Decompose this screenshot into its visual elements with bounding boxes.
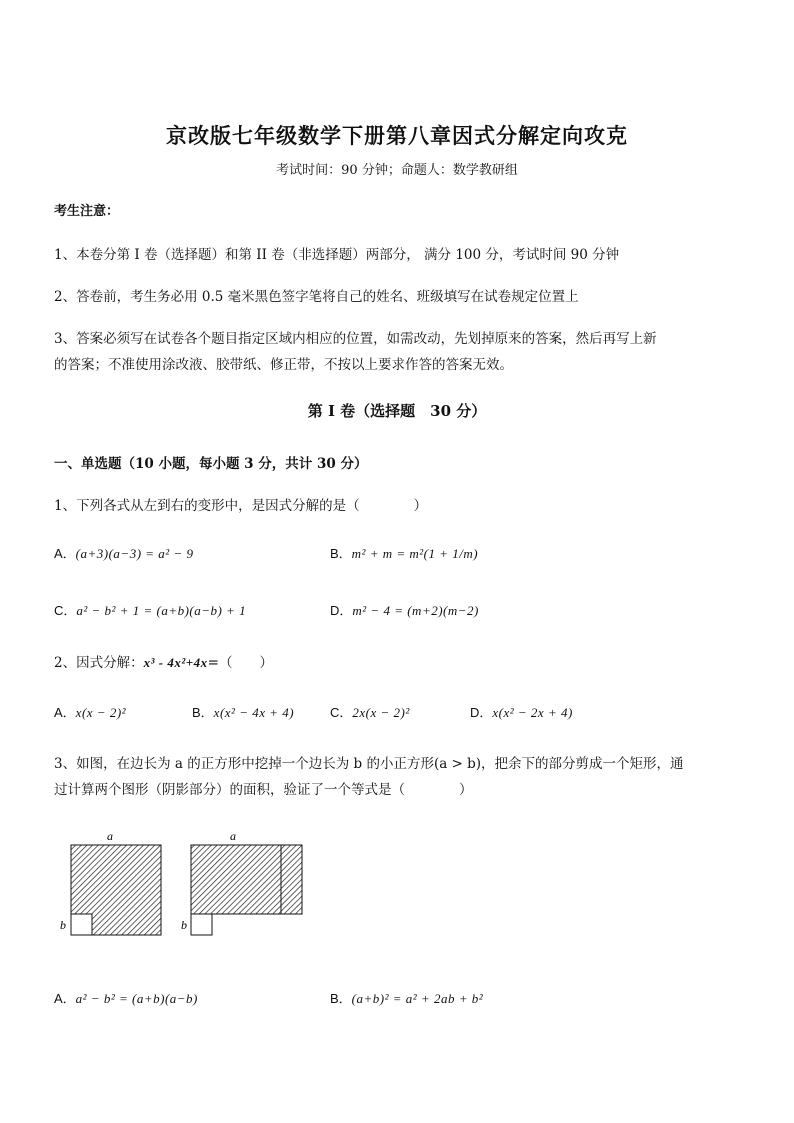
rearranged-rectangle [181,829,302,935]
option-letter: D． [470,705,493,720]
option-letter: B． [192,705,214,720]
option-expression: 2x(x − 2)² [352,705,410,720]
option-expression: (a+3)(a−3) = a² − 9 [75,546,194,561]
question-2-option-d[interactable] [470,702,573,721]
notice-item-3: 3、答案必须写在试卷各个题目指定区域内相应的位置，如需改动，先划掉原来的答案，然后再写上新 [54,331,657,347]
rectangle-strip [281,845,302,914]
option-expression: m² + m = m²(1 + 1/m) [351,546,479,561]
notice-item-1: 1、本卷分第 I 卷（选择题）和第 II 卷（非选择题）两部分， 满分 100 分，考试时间 90 分钟 [54,247,620,263]
question-2-option-c[interactable] [330,702,410,721]
option-letter: A． [54,705,76,720]
question-1-option-a[interactable] [54,543,193,562]
rectangle-main [191,845,281,914]
small-square-cutout [71,914,92,935]
question-1-option-c[interactable] [54,600,246,619]
notice-item-2: 2、答卷前，考生务必用 0.5 毫米黑色签字笔将自己的姓名、班级填写在试卷规定位置上 [54,289,579,305]
notice-heading: 考生注意： [54,204,120,219]
stem-expression: x³ - 4x²+4x [143,655,208,670]
option-letter: A． [54,546,76,561]
option-expression: a² − b² = (a+b)(a−b) [75,991,198,1006]
page-title: 京改版七年级数学下册第八章因式分解定向攻克 [166,123,628,148]
option-expression: x(x² − 4x + 4) [213,705,295,720]
option-letter: B． [330,991,352,1006]
notice-item-3-cont: 的答案；不准使用涂改液、胶带纸、修正带，不按以上要求作答的答案无效。 [54,357,513,373]
label-a-left: a [107,829,113,843]
label-b-right: b [181,918,187,932]
question-1-option-b[interactable] [330,543,478,562]
question-2-option-b[interactable] [192,702,294,721]
option-letter: B． [330,546,352,561]
question-1-stem: 1、下列各式从左到右的变形中，是因式分解的是（ ） [54,498,428,514]
option-expression: x(x − 2)² [75,705,127,720]
question-2-stem [54,651,273,671]
label-a-right: a [230,829,236,843]
exam-subtitle: 考试时间：90 分钟；命题人：数学教研组 [276,163,518,178]
section-title: 第 I 卷（选择题 30 分） [307,402,487,420]
option-expression: (a+b)² = a² + 2ab + b² [351,991,484,1006]
label-b-left: b [60,918,66,932]
stem-suffix: =（ ） [207,655,273,671]
question-1-option-d[interactable] [330,600,479,619]
stem-prefix: 2、因式分解： [54,655,144,671]
option-letter: C． [330,705,353,720]
question-3-option-b[interactable] [330,988,483,1007]
part-heading: 一、单选题（10 小题，每小题 3 分，共计 30 分） [54,456,368,472]
option-letter: C． [54,603,77,618]
small-square [191,914,212,935]
option-letter: A． [54,991,76,1006]
question-3-figure [50,825,320,945]
square-with-cutout [60,829,161,935]
question-3-stem-line-2: 过计算两个图形（阴影部分）的面积，验证了一个等式是（ ） [54,782,473,798]
option-expression: a² − b² + 1 = (a+b)(a−b) + 1 [76,603,247,618]
question-3-stem-line-1: 3、如图，在边长为 a 的正方形中挖掉一个边长为 b 的小正方形(a > b)，把余下的部分剪成一个矩形，通 [54,756,684,772]
question-3-option-a[interactable] [54,988,198,1007]
question-2-option-a[interactable] [54,702,126,721]
option-expression: m² − 4 = (m+2)(m−2) [352,603,479,618]
option-expression: x(x² − 2x + 4) [492,705,573,720]
option-letter: D． [330,603,353,618]
